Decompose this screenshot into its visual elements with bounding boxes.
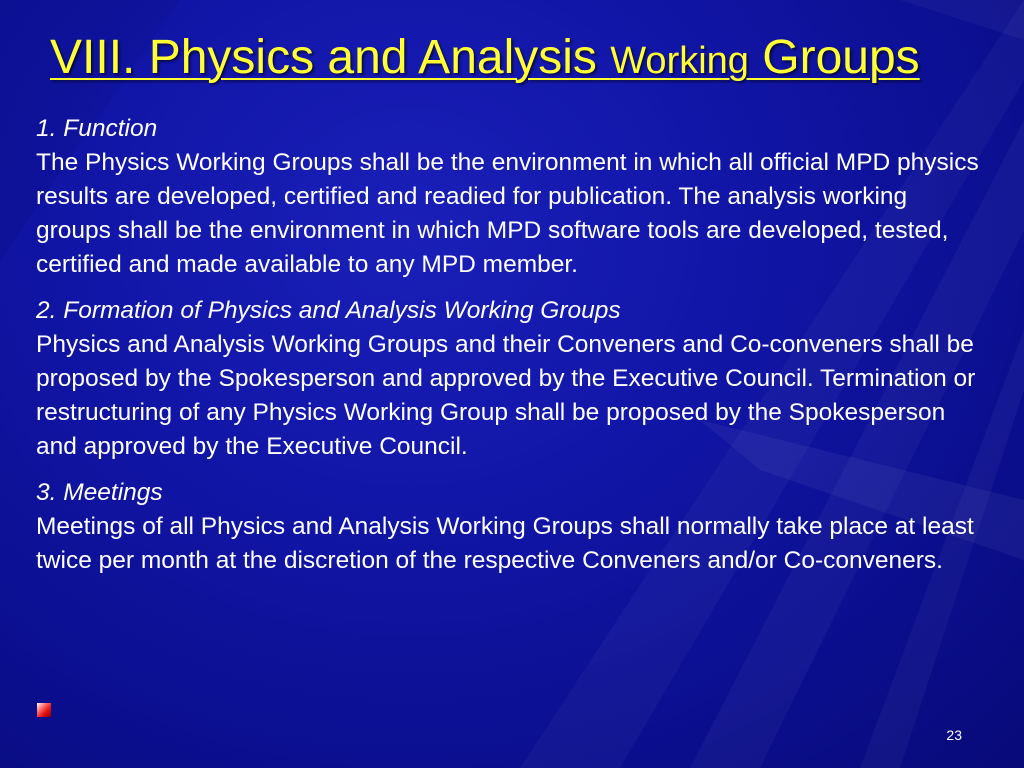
section-heading: 3. Meetings: [36, 479, 163, 506]
section-function: [36, 112, 986, 282]
section-text: The Physics Working Groups shall be the environment in which all official MPD physics results are developed, certified and readied for publication. The analysis working groups shall be the environment in which MPD software tools are developed, tested, certified and made available to any MPD member.: [36, 149, 979, 278]
slide-content: [36, 112, 986, 590]
page-number: 23: [946, 727, 962, 743]
red-square-bullet-icon: [37, 703, 51, 717]
section-heading: 2. Formation of Physics and Analysis Working Groups: [36, 297, 621, 324]
section-text: Physics and Analysis Working Groups and their Conveners and Co-conveners shall be proposed by the Spokesperson and approved by the Executive Council. Termination or restructuring of any Physics Working Group shall be proposed by the Spokesperson and approved by the Executive Council.: [36, 331, 976, 460]
section-text: Meetings of all Physics and Analysis Working Groups shall normally take place at least twice per month at the discretion of the respective Conveners and/or Co-conveners.: [36, 513, 974, 574]
section-heading: 1. Function: [36, 115, 158, 142]
title-end: Groups: [748, 31, 920, 84]
title-small: Working: [610, 40, 749, 82]
title-main: VIII. Physics and Analysis: [50, 31, 611, 84]
page-title: [50, 30, 920, 85]
section-meetings: [36, 476, 986, 578]
section-formation: [36, 294, 986, 464]
